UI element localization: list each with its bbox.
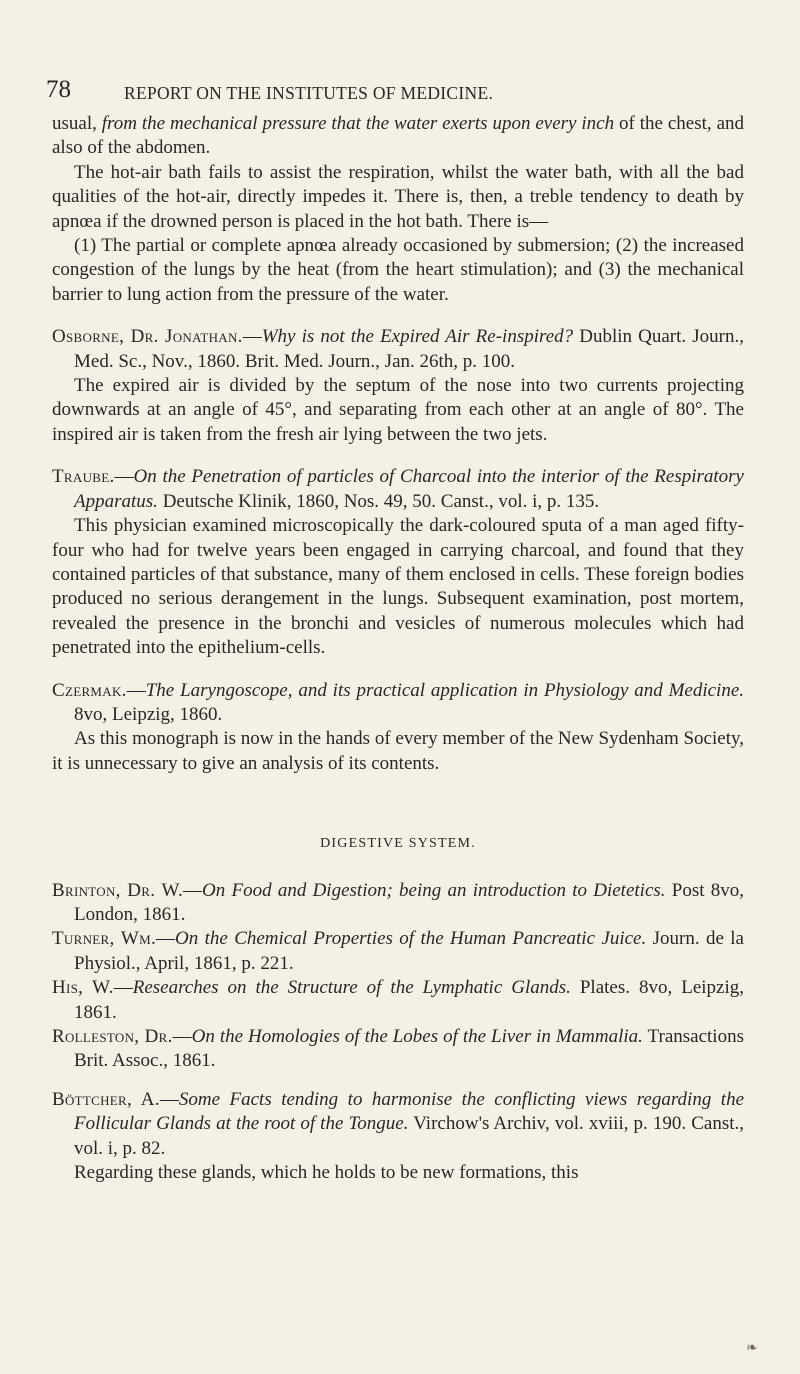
entry-bottcher — [52, 1088, 744, 1186]
entry-his — [52, 976, 744, 1025]
body-text — [52, 112, 744, 1185]
continuation-paragraph: usual, from the mechanical pressure that the water exerts upon every inch of the chest, and also of the abdomen. — [52, 113, 744, 159]
reference: Brinton, Dr. W.—On Food and Digestion; being an introduction to Dietetics. Post 8vo, London, 1861. — [52, 879, 745, 925]
source: Dublin Quart. Journ., Med. Sc., Nov., 1860. Brit. Med. Journ., Jan. 26th, p. 100. — [74, 326, 744, 372]
source: Plates. 8vo, Leipzig, 1861. — [74, 977, 744, 1023]
reference: Turner, Wm.—On the Chemical Properties of the Human Pancreatic Juice. Journ. de la Physiol., April, 1861, p. 221. — [52, 928, 744, 974]
source: Post 8vo, London, 1861. — [74, 879, 745, 925]
hot-bath-paragraph: The hot-air bath fails to assist the respiration, whilst the water bath, with all the bad qualities of the hot-air, directly impedes it. There is, then, a treble tendency to death by apnœa if the drowned person is placed in the hot bath. There is— — [52, 161, 744, 232]
summary: Regarding these glands, which he holds to be new formations, this — [74, 1162, 579, 1184]
entry-osborne — [52, 325, 744, 447]
running-head-title: REPORT ON THE INSTITUTES OF MEDICINE. — [124, 83, 494, 103]
source: 8vo, Leipzig, 1860. — [74, 703, 223, 725]
reference: Böttcher, A.—Some Facts tending to harmonise the conflicting views regarding the Follicular Glands at the root of the Tongue. Virchow's Archiv, vol. xviii, p. 190. Canst., vol. i, p. 82. — [52, 1088, 745, 1159]
entry-brinton — [52, 879, 744, 928]
author: Traube. — [52, 466, 115, 488]
summary: This physician examined microscopically the dark-coloured sputa of a man aged fifty-four who had for twelve years been engaged in carrying charcoal, and found that they contained particles of that substance, many of them enclosed in cells. These foreign bodies produced no serious derangement in the lungs. Subsequent examination, post mortem, revealed the presence in the bronchi and vesicles of numerous molecules which had penetrated into the epithelium-cells. — [52, 515, 744, 659]
summary: As this monograph is now in the hands of every member of the New Sydenham Society, it is unnecessary to give an analysis of its contents. — [52, 728, 744, 774]
apnoea-list-paragraph: (1) The partial or complete apnœa already occasioned by submersion; (2) the increased congestion of the lungs by the heat (from the heart stimulation); and (3) the mechanical barrier to lung action from the pressure of the water. — [52, 235, 744, 305]
entry-czermak — [52, 679, 744, 777]
work-title: On the Penetration of particles of Charcoal into the interior of the Respiratory Apparatus. — [74, 466, 744, 512]
author: His, W. — [52, 977, 114, 999]
reference: Traube.—On the Penetration of particles of Charcoal into the interior of the Respiratory Apparatus. Deutsche Klinik, 1860, Nos. 49, 50. Canst., vol. i, p. 135. — [52, 466, 744, 512]
work-title: On Food and Digestion; being an introduction to Dietetics. — [202, 879, 666, 901]
author: Brinton, Dr. W. — [52, 879, 184, 901]
source: Deutsche Klinik, 1860, Nos. 49, 50. Canst., vol. i, p. 135. — [157, 490, 600, 512]
source: Journ. de la Physiol., April, 1861, p. 221. — [74, 928, 744, 974]
work-title: Some Facts tending to harmonise the conflicting views regarding the Follicular Glands at the root of the Tongue. — [74, 1088, 745, 1135]
author: Czermak. — [52, 679, 127, 701]
running-head — [46, 76, 742, 106]
reference: His, W.—Researches on the Structure of the Lymphatic Glands. Plates. 8vo, Leipzig, 1861. — [52, 977, 744, 1023]
page-number: 78 — [46, 76, 71, 103]
author: Rolleston, Dr. — [52, 1026, 173, 1047]
work-title: Researches on the Structure of the Lymphatic Glands. — [132, 977, 571, 999]
work-title: Why is not the Expired Air Re-inspired? — [261, 326, 574, 348]
work-title: On the Homologies of the Lobes of the Liver in Mammalia. — [191, 1026, 643, 1047]
entry-traube — [52, 465, 744, 660]
reference: Osborne, Dr. Jonathan.—Why is not the Expired Air Re-inspired? Dublin Quart. Journ., Med. Sc., Nov., 1860. Brit. Med. Journ., Jan. 26th, p. 100. — [52, 326, 744, 372]
author: Osborne, Dr. Jonathan. — [52, 326, 243, 348]
summary: The expired air is divided by the septum of the nose into two currents projecting downwards at an angle of 45°, and separating from each other at an angle of 80°. The inspired air is taken from the fresh air lying between the two jets. — [52, 375, 744, 445]
work-title: On the Chemical Properties of the Human Pancreatic Juice. — [175, 928, 647, 950]
source: Transactions Brit. Assoc., 1861. — [74, 1026, 744, 1072]
source: Virchow's Archiv, vol. xviii, p. 190. Canst., vol. i, p. 82. — [74, 1113, 744, 1159]
fleuron-mark: ❧ — [746, 1341, 758, 1356]
reference: Rolleston, Dr.—On the Homologies of the Lobes of the Liver in Mammalia. Transactions Brit. Assoc., 1861. — [52, 1026, 744, 1072]
entry-turner — [52, 927, 744, 976]
section-heading: DIGESTIVE SYSTEM. — [320, 836, 476, 852]
entry-rolleston — [52, 1025, 744, 1074]
reference: Czermak.—The Laryngoscope, and its practical application in Physiology and Medicine. 8vo, Leipzig, 1860. — [52, 679, 744, 725]
author: Böttcher, A. — [52, 1088, 160, 1110]
author: Turner, Wm. — [52, 928, 156, 950]
work-title: The Laryngoscope, and its practical application in Physiology and Medicine. — [145, 679, 744, 701]
